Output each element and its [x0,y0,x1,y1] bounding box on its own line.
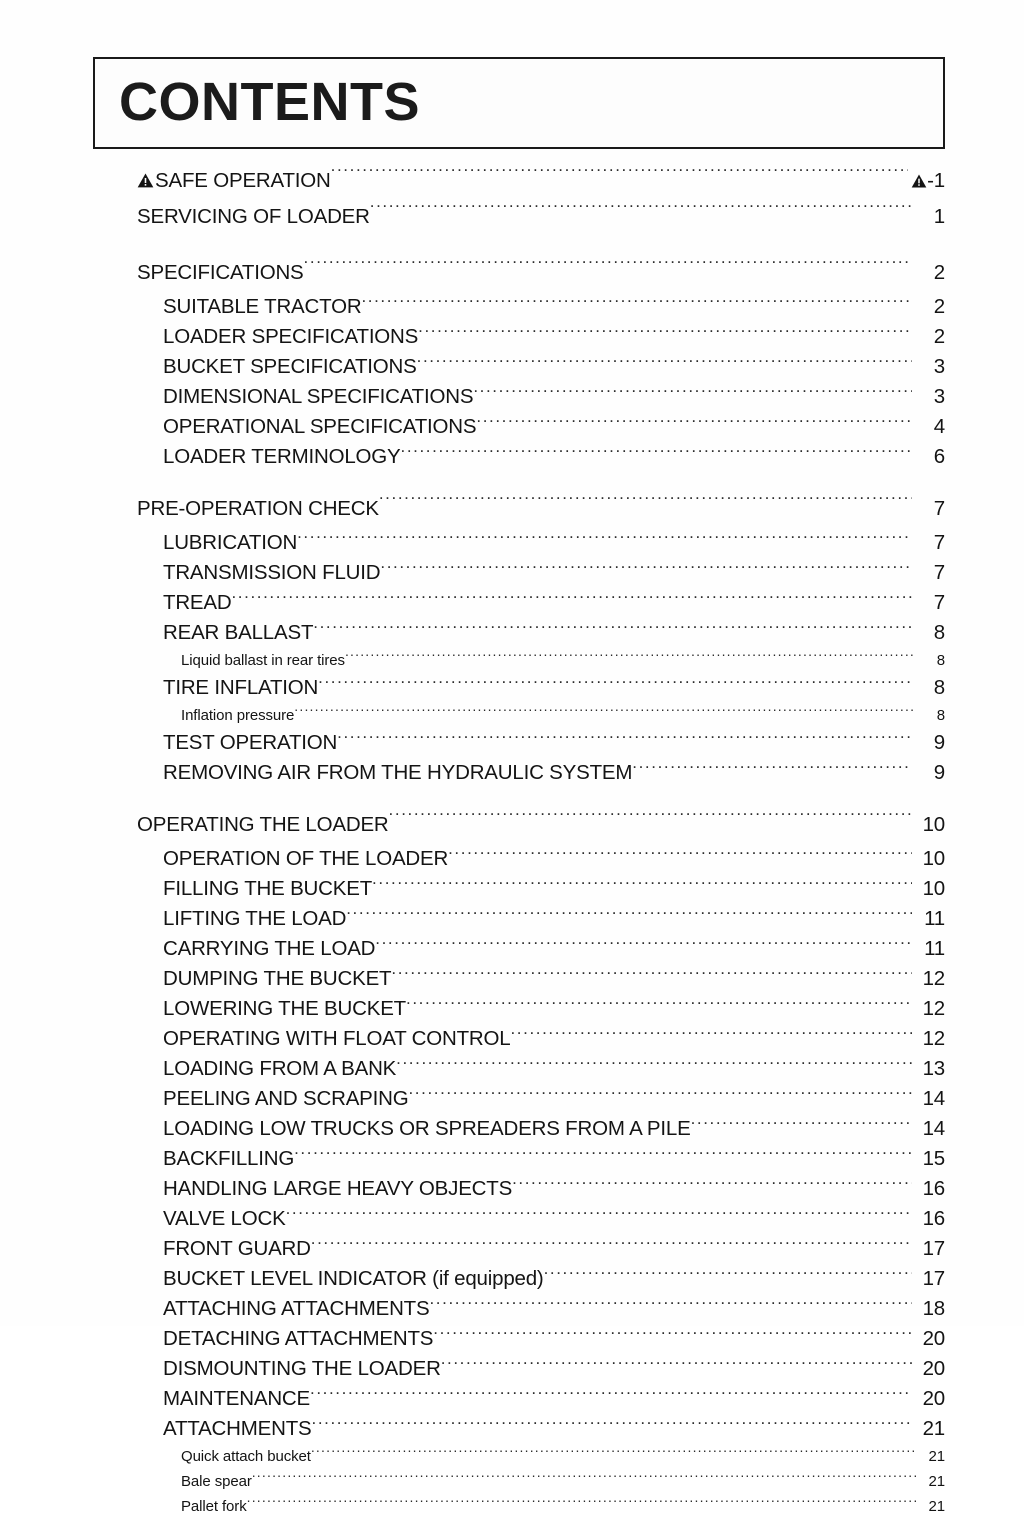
toc-entry-text: Liquid ballast in rear tires [181,652,345,669]
toc-entry-text: TRANSMISSION FLUID [163,561,381,584]
toc-entry-text: SUITABLE TRACTOR [163,295,362,318]
toc-entry[interactable] [93,163,945,199]
toc-page-number: 14 [922,1117,945,1140]
toc-page-number: 15 [922,1147,945,1170]
toc-entry-label [137,807,389,843]
toc-entry-label [163,322,418,352]
toc-entry[interactable] [93,557,945,587]
toc-entry-label [163,558,380,588]
toc-leader-dots [286,1203,912,1225]
toc-entry[interactable] [93,1293,945,1323]
toc-leader-dots [311,1443,916,1461]
toc-page-number: 1 [933,205,945,228]
toc-page-number: 2 [933,325,945,348]
toc-entry[interactable] [93,873,945,903]
toc-leader-dots [512,1173,912,1195]
toc-leader-dots [401,441,912,463]
toc-page-number: 17 [922,1267,945,1290]
toc-entry-text: DUMPING THE BUCKET [163,967,392,990]
toc-page-number: 4 [933,415,945,438]
toc-entry-label [163,1054,396,1084]
toc-entry-label [163,1354,441,1384]
toc-leader-dots [433,1323,912,1345]
toc-page-number: 10 [922,877,945,900]
toc-entry[interactable] [93,199,945,235]
toc-entry-text: BUCKET LEVEL INDICATOR (if equipped) [163,1267,544,1290]
toc-entry-text: LOADING FROM A BANK [163,1057,397,1080]
toc-leader-dots [345,647,916,665]
toc-entry-label [181,1494,247,1519]
toc-entry-text: LOWERING THE BUCKET [163,997,406,1020]
toc-entry[interactable] [93,702,945,727]
toc-page-number: 20 [922,1357,945,1380]
toc-entry[interactable] [93,727,945,757]
toc-entry[interactable] [93,903,945,933]
toc-leader-dots [231,587,912,609]
toc-entry-text: PRE-OPERATION CHECK [137,497,379,520]
toc-leader-dots [417,351,912,373]
toc-page-number: 8 [933,676,945,699]
toc-entry-label [181,703,294,728]
toc-entry-text: TEST OPERATION [163,731,338,754]
toc-entry[interactable] [93,291,945,321]
toc-entry-label [163,1324,433,1354]
toc-leader-dots [294,1143,912,1165]
toc-page-number: 21 [928,1473,945,1490]
toc-leader-dots [313,617,912,639]
toc-entry-label [163,382,473,412]
toc-entry-text: DIMENSIONAL SPECIFICATIONS [163,385,474,408]
toc-entry-text: SAFE OPERATION [155,169,331,192]
toc-page-number: 8 [933,621,945,644]
toc-entry-text: Quick attach bucket [181,1448,311,1465]
toc-entry-label [137,255,304,291]
toc-entry-text: SPECIFICATIONS [137,261,304,284]
toc-entry-label [163,1024,510,1054]
toc-entry[interactable] [93,993,945,1023]
toc-entry-text: LOADER TERMINOLOGY [163,445,401,468]
toc-page-number: 20 [922,1327,945,1350]
toc-entry-text: OPERATIONAL SPECIFICATIONS [163,415,477,438]
toc-entry[interactable] [93,1468,945,1493]
toc-entry[interactable] [93,381,945,411]
toc-leader-dots [247,1493,916,1511]
toc-entry[interactable] [93,1383,945,1413]
toc-page-number: 16 [922,1207,945,1230]
toc-entry-text: MAINTENANCE [163,1387,311,1410]
contents-title-box [93,57,945,149]
toc-page-number: 21 [928,1498,945,1515]
toc-entry-label [137,491,379,527]
toc-entry[interactable] [93,1493,945,1518]
toc-leader-dots [318,672,912,694]
toc-entry-label [163,874,372,904]
toc-leader-dots [310,1383,912,1405]
toc-entry[interactable] [93,647,945,672]
toc-entry-label [163,352,417,382]
toc-page-number: 20 [922,1387,945,1410]
toc-entry-text: OPERATING WITH FLOAT CONTROL [163,1027,511,1050]
toc-leader-dots [510,1023,912,1045]
toc-page-number-text: -1 [927,169,945,192]
toc-leader-dots [379,493,912,515]
toc-entry-label [163,528,297,558]
toc-entry[interactable] [93,1443,945,1468]
toc-leader-dots [294,702,916,720]
toc-entry-text: TREAD [163,591,232,614]
toc-page-number: 18 [922,1297,945,1320]
toc-entry-label [163,728,337,758]
toc-entry-label [163,904,346,934]
toc-page-number: 14 [922,1087,945,1110]
toc-leader-dots [691,1113,912,1135]
toc-entry[interactable] [93,843,945,873]
toc-entry[interactable] [93,1323,945,1353]
toc-entry-label [163,1414,312,1444]
toc-entry-label [163,844,448,874]
toc-entry-label [163,758,632,788]
toc-entry[interactable] [93,1023,945,1053]
toc-page-number: 13 [922,1057,945,1080]
toc-entry-label [163,292,361,322]
toc-page-number [908,163,945,199]
toc-entry-label [163,673,318,703]
toc-page-number: 21 [928,1448,945,1465]
toc-entry-text: Bale spear [181,1473,252,1490]
toc-entry[interactable] [93,351,945,381]
toc-entry[interactable] [93,1413,945,1443]
toc-page-number: 9 [933,761,945,784]
toc-entry-text: CARRYING THE LOAD [163,937,376,960]
toc-entry-label [181,1444,311,1469]
toc-leader-dots [408,1083,912,1105]
toc-entry-text: VALVE LOCK [163,1207,286,1230]
toc-page-number: 9 [933,731,945,754]
toc-entry[interactable] [93,411,945,441]
toc-entry[interactable] [93,255,945,291]
toc-entry-text: LUBRICATION [163,531,298,554]
toc-entry-label [163,618,313,648]
toc-entry-label [163,442,401,472]
toc-entry[interactable] [93,933,945,963]
toc-leader-dots [380,557,912,579]
toc-entry-label [163,1234,311,1264]
toc-entry[interactable] [93,1203,945,1233]
toc-page-number: 10 [922,813,945,836]
toc-leader-dots [375,933,912,955]
toc-entry[interactable] [93,1353,945,1383]
toc-entry-text: ATTACHING ATTACHMENTS [163,1297,430,1320]
toc-leader-dots [304,257,912,279]
toc-entry-text: LOADING LOW TRUCKS OR SPREADERS FROM A PILE [163,1117,691,1140]
toc-entry-label [163,1174,512,1204]
toc-leader-dots [337,727,912,749]
toc-entry[interactable] [93,1263,945,1293]
toc-page-number: 7 [933,531,945,554]
toc-page-number: 12 [922,997,945,1020]
toc-entry-label [163,964,391,994]
toc-entry-label [163,588,231,618]
toc-page-number: 7 [933,561,945,584]
toc-entry-text: BACKFILLING [163,1147,295,1170]
toc-leader-dots [476,411,912,433]
toc-entry[interactable] [93,587,945,617]
toc-entry[interactable] [93,441,945,471]
toc-entry-label [163,1294,429,1324]
toc-entry-label [163,1204,286,1234]
toc-leader-dots [441,1353,912,1375]
toc-entry[interactable] [93,807,945,843]
toc-leader-dots [391,963,912,985]
toc-page-number: 10 [922,847,945,870]
toc-entry[interactable] [93,757,945,787]
toc-leader-dots [396,1053,912,1075]
toc-leader-dots [297,527,912,549]
toc-leader-dots [632,757,912,779]
toc-entry-text: LOADER SPECIFICATIONS [163,325,419,348]
toc-page-number: 8 [936,707,945,724]
toc-page-number: 17 [922,1237,945,1260]
toc-entry[interactable] [93,1083,945,1113]
toc-entry[interactable] [93,1143,945,1173]
toc-entry-text: DETACHING ATTACHMENTS [163,1327,434,1350]
toc-entry-label [181,1469,252,1494]
toc-entry-text: BUCKET SPECIFICATIONS [163,355,417,378]
toc-entry-label [163,1144,294,1174]
toc-leader-dots [418,321,912,343]
toc-leader-dots [544,1263,912,1285]
toc-page-number: 12 [922,967,945,990]
toc-page-number: 7 [933,497,945,520]
toc-entry-text: OPERATING THE LOADER [137,813,389,836]
toc-entry-label [137,163,331,199]
toc-entry-label [163,1264,544,1294]
toc-entry[interactable] [93,1233,945,1263]
toc-leader-dots [370,201,912,223]
toc-leader-dots [372,873,912,895]
toc-entry-text: LIFTING THE LOAD [163,907,347,930]
toc-leader-dots [389,809,912,831]
toc-entry-label [137,199,370,235]
toc-page-number: 2 [933,295,945,318]
toc-entry-text: PEELING AND SCRAPING [163,1087,409,1110]
toc-entry-text: FILLING THE BUCKET [163,877,373,900]
toc-entry-label [163,1384,310,1414]
toc-entry[interactable] [93,1053,945,1083]
toc-page-number: 11 [924,937,945,960]
toc-entry[interactable] [93,1173,945,1203]
page-title: CONTENTS [119,71,420,132]
toc-entry-text: FRONT GUARD [163,1237,311,1260]
toc-entry-text: SERVICING OF LOADER [137,205,370,228]
toc-page-number: 16 [922,1177,945,1200]
toc-leader-dots [473,381,912,403]
toc-leader-dots [448,843,912,865]
toc-entry-label [163,994,406,1024]
toc-page-number: 2 [933,261,945,284]
toc-entry-text: OPERATION OF THE LOADER [163,847,449,870]
toc-leader-dots [312,1413,912,1435]
toc-leader-dots [331,165,909,187]
toc-page-number: 7 [933,591,945,614]
toc-entry[interactable] [93,617,945,647]
toc-leader-dots [406,993,912,1015]
toc-leader-dots [311,1233,912,1255]
toc-page-number: 8 [936,652,945,669]
warning-triangle-icon [137,173,154,188]
toc-page-number: 12 [922,1027,945,1050]
toc-entry-text: REAR BALLAST [163,621,314,644]
toc-entry-text: REMOVING AIR FROM THE HYDRAULIC SYSTEM [163,761,633,784]
toc-entry-label [163,934,375,964]
toc-entry-text: Inflation pressure [181,707,295,724]
toc-entry[interactable] [93,321,945,351]
toc-page-number: 3 [933,385,945,408]
toc-entry-label [163,1114,691,1144]
toc-entry-text: ATTACHMENTS [163,1417,312,1440]
toc-entry-label [181,648,345,673]
toc-entry[interactable] [93,527,945,557]
toc-page-number: 3 [933,355,945,378]
toc-leader-dots [346,903,912,925]
toc-entry-text: HANDLING LARGE HEAVY OBJECTS [163,1177,513,1200]
warning-triangle-icon [911,174,927,188]
toc-page-number: 21 [922,1417,945,1440]
toc-entry[interactable] [93,963,945,993]
toc-page-number: 6 [933,445,945,468]
toc-leader-dots [429,1293,912,1315]
toc-entry[interactable] [93,1113,945,1143]
toc-leader-dots [252,1468,916,1486]
toc-entry-label [163,1084,408,1114]
toc-entry[interactable] [93,672,945,702]
toc-entry[interactable] [93,491,945,527]
toc-entry-label [163,412,476,442]
toc-leader-dots [361,291,912,313]
toc-entry-text: DISMOUNTING THE LOADER [163,1357,441,1380]
toc-entry-text: TIRE INFLATION [163,676,319,699]
toc-page-number: 11 [924,907,945,930]
toc-entry-text: Pallet fork [181,1498,247,1515]
table-of-contents [93,163,945,1518]
